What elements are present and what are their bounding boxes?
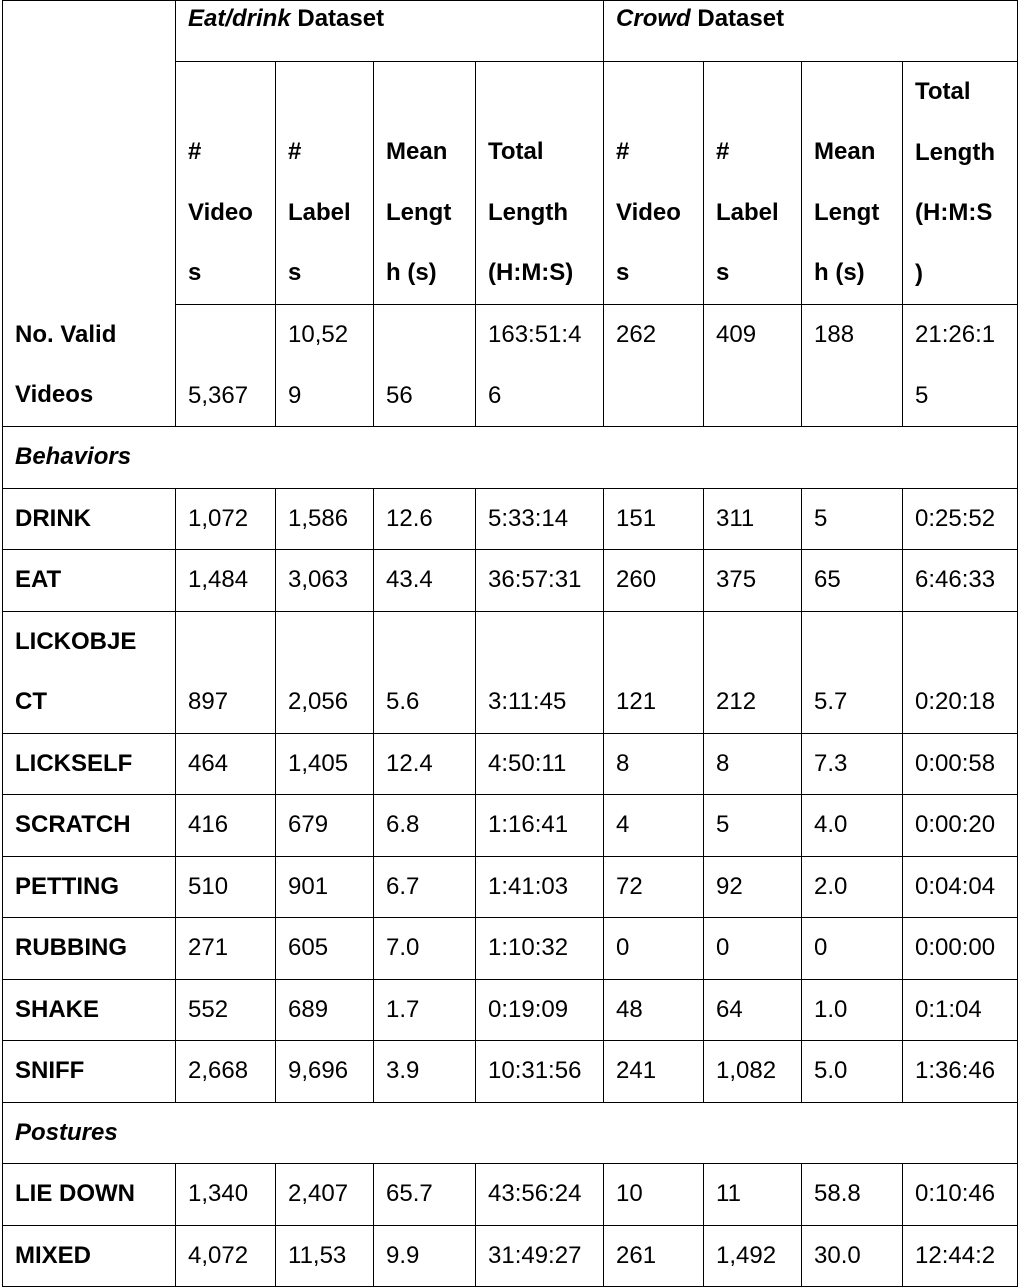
- row-label: MIXED: [3, 1225, 176, 1287]
- table-row: [3, 795, 1018, 857]
- table-row: [3, 733, 1018, 795]
- col-header-eat-videos: # Video s: [176, 62, 276, 305]
- cell: 8: [604, 733, 704, 795]
- cell: 9.9: [374, 1225, 476, 1287]
- cell: 0:10:46: [903, 1164, 1018, 1226]
- cell: 689: [276, 979, 374, 1041]
- row-label: LICKOBJE CT: [3, 611, 176, 733]
- row-label: DRINK: [3, 488, 176, 550]
- cell: 12.4: [374, 733, 476, 795]
- cell: 3:11:45: [476, 611, 604, 733]
- table-row: [3, 1041, 1018, 1103]
- row-label: LICKSELF: [3, 733, 176, 795]
- col-header-crowd-videos: # Video s: [604, 62, 704, 305]
- cell: 2.0: [802, 856, 903, 918]
- cell: 262: [604, 305, 704, 427]
- section-postures: Postures: [3, 1102, 1018, 1164]
- cell: 7.0: [374, 918, 476, 980]
- eat-drink-dataset-header: [176, 1, 604, 62]
- cell: 10,52 9: [276, 305, 374, 427]
- cell: 43.4: [374, 550, 476, 612]
- eat-drink-title-rest: Dataset: [290, 5, 385, 32]
- cell: 7.3: [802, 733, 903, 795]
- cell: 8: [704, 733, 802, 795]
- col-header-eat-total-length: Total Length (H:M:S): [476, 62, 604, 305]
- crowd-title-italic: Crowd: [616, 5, 691, 32]
- cell: 92: [704, 856, 802, 918]
- col-header-crowd-mean-length: Mean Lengt h (s): [802, 62, 903, 305]
- cell: 897: [176, 611, 276, 733]
- cell: 1:16:41: [476, 795, 604, 857]
- cell: 6.7: [374, 856, 476, 918]
- cell: 65.7: [374, 1164, 476, 1226]
- cell: 5.6: [374, 611, 476, 733]
- cell: 1,072: [176, 488, 276, 550]
- cell: 1.0: [802, 979, 903, 1041]
- cell: 64: [704, 979, 802, 1041]
- table-row: [3, 979, 1018, 1041]
- cell: 5.0: [802, 1041, 903, 1103]
- cell: 36:57:31: [476, 550, 604, 612]
- cell: 21:26:1 5: [903, 305, 1018, 427]
- cell: 31:49:27: [476, 1225, 604, 1287]
- cell: 1:10:32: [476, 918, 604, 980]
- col-header-crowd-labels: # Label s: [704, 62, 802, 305]
- cell: 311: [704, 488, 802, 550]
- row-label: SNIFF: [3, 1041, 176, 1103]
- cell: 6.8: [374, 795, 476, 857]
- cell: 5,367: [176, 305, 276, 427]
- row-label: SHAKE: [3, 979, 176, 1041]
- cell: 56: [374, 305, 476, 427]
- cell: 43:56:24: [476, 1164, 604, 1226]
- cell: 0:1:04: [903, 979, 1018, 1041]
- cell: 1,586: [276, 488, 374, 550]
- cell: 4.0: [802, 795, 903, 857]
- table-row: [3, 488, 1018, 550]
- cell: 30.0: [802, 1225, 903, 1287]
- section-behaviors: Behaviors: [3, 427, 1018, 489]
- col-header-eat-mean-length: Mean Lengt h (s): [374, 62, 476, 305]
- col-header-crowd-total-length: Total Length (H:M:S ): [903, 62, 1018, 305]
- cell: 679: [276, 795, 374, 857]
- cell: 5:33:14: [476, 488, 604, 550]
- crowd-title-rest: Dataset: [690, 5, 785, 32]
- cell: 12.6: [374, 488, 476, 550]
- row-label-valid-videos: No. Valid Videos: [3, 305, 176, 427]
- row-label: LIE DOWN: [3, 1164, 176, 1226]
- cell: 1:36:46: [903, 1041, 1018, 1103]
- cell: 901: [276, 856, 374, 918]
- cell: 5: [802, 488, 903, 550]
- cell: 0:19:09: [476, 979, 604, 1041]
- cell: 1.7: [374, 979, 476, 1041]
- cell: 4: [604, 795, 704, 857]
- cell: 375: [704, 550, 802, 612]
- cell: 0: [604, 918, 704, 980]
- cell: 65: [802, 550, 903, 612]
- cell: 151: [604, 488, 704, 550]
- cell: 72: [604, 856, 704, 918]
- cell: 0: [802, 918, 903, 980]
- cell: 241: [604, 1041, 704, 1103]
- table-row: [3, 550, 1018, 612]
- cell: 605: [276, 918, 374, 980]
- cell: 4,072: [176, 1225, 276, 1287]
- crowd-dataset-header: [604, 1, 1018, 62]
- cell: 6:46:33: [903, 550, 1018, 612]
- cell: 48: [604, 979, 704, 1041]
- cell: 261: [604, 1225, 704, 1287]
- dataset-statistics-table: [2, 0, 1018, 1287]
- cell: 5: [704, 795, 802, 857]
- cell: 1,484: [176, 550, 276, 612]
- table-row: [3, 856, 1018, 918]
- cell: 11: [704, 1164, 802, 1226]
- cell: 0:00:00: [903, 918, 1018, 980]
- cell: 510: [176, 856, 276, 918]
- cell: 2,056: [276, 611, 374, 733]
- cell: 0: [704, 918, 802, 980]
- cell: 188: [802, 305, 903, 427]
- cell: 121: [604, 611, 704, 733]
- cell: 11,53: [276, 1225, 374, 1287]
- table-row: [3, 305, 1018, 427]
- cell: 58.8: [802, 1164, 903, 1226]
- cell: 1,340: [176, 1164, 276, 1226]
- cell: 3.9: [374, 1041, 476, 1103]
- row-label: PETTING: [3, 856, 176, 918]
- cell: 10:31:56: [476, 1041, 604, 1103]
- row-label: RUBBING: [3, 918, 176, 980]
- cell: 416: [176, 795, 276, 857]
- cell: 12:44:2: [903, 1225, 1018, 1287]
- cell: 0:00:58: [903, 733, 1018, 795]
- cell: 260: [604, 550, 704, 612]
- cell: 271: [176, 918, 276, 980]
- cell: 1:41:03: [476, 856, 604, 918]
- cell: 1,405: [276, 733, 374, 795]
- cell: 5.7: [802, 611, 903, 733]
- cell: 0:00:20: [903, 795, 1018, 857]
- cell: 1,082: [704, 1041, 802, 1103]
- cell: 409: [704, 305, 802, 427]
- col-header-eat-labels: # Label s: [276, 62, 374, 305]
- cell: 2,668: [176, 1041, 276, 1103]
- eat-drink-title-italic: Eat/drink: [188, 5, 291, 32]
- table-row: [3, 918, 1018, 980]
- table-row: [3, 611, 1018, 733]
- cell: 10: [604, 1164, 704, 1226]
- cell: 0:20:18: [903, 611, 1018, 733]
- table-row: [3, 1164, 1018, 1226]
- row-label: EAT: [3, 550, 176, 612]
- cell: 0:25:52: [903, 488, 1018, 550]
- cell: 9,696: [276, 1041, 374, 1103]
- cell: 4:50:11: [476, 733, 604, 795]
- cell: 464: [176, 733, 276, 795]
- cell: 0:04:04: [903, 856, 1018, 918]
- cell: 163:51:4 6: [476, 305, 604, 427]
- row-label: SCRATCH: [3, 795, 176, 857]
- corner-cell: [3, 1, 176, 305]
- cell: 552: [176, 979, 276, 1041]
- cell: 3,063: [276, 550, 374, 612]
- cell: 2,407: [276, 1164, 374, 1226]
- cell: 212: [704, 611, 802, 733]
- cell: 1,492: [704, 1225, 802, 1287]
- table-row: [3, 1225, 1018, 1287]
